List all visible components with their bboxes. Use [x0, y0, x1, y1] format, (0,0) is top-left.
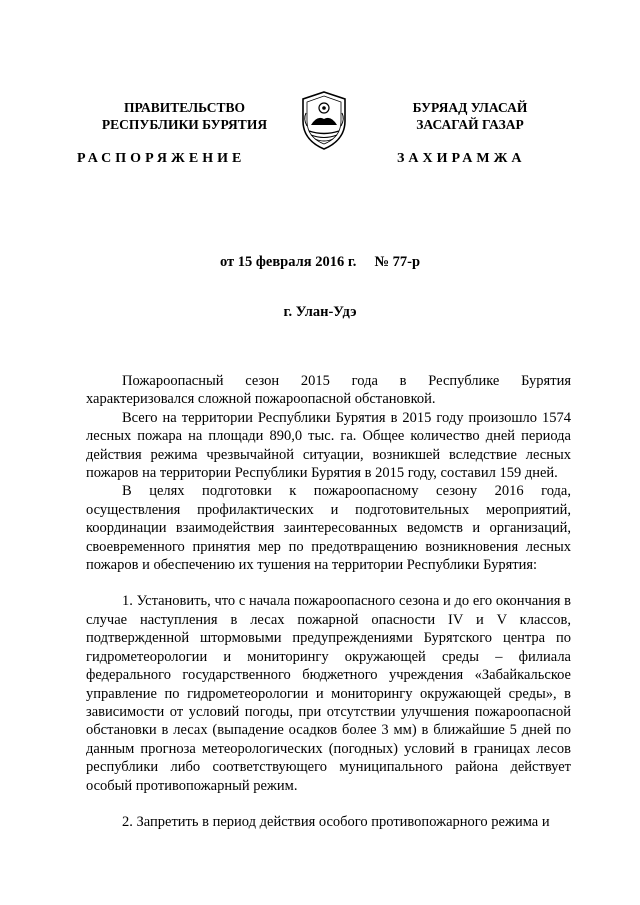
header-left — [62, 99, 307, 133]
city: г. Улан-Удэ — [283, 304, 357, 320]
header-right-line1: БУРЯАД УЛАСАЙ — [412, 100, 528, 115]
buryatia-emblem-icon — [298, 89, 350, 151]
doc-type-right: ЗАХИРАМЖА — [397, 151, 526, 166]
header-left-line2: РЕСПУБЛИКИ БУРЯТИЯ — [101, 117, 268, 132]
paragraph: В целях подготовки к пожароопасному сезону 2016 года, осуществления профилактических и подготовительных мероприятий, координации взаимодействия заинтересованных ведомств и организаций, своевременного принятия мер по предотвращению возникновения лесных пожаров и обеспечению их тушения на территории Республики Бурятия: — [86, 483, 571, 574]
paragraph: 2. Запретить в период действия особого противопожарного режима и — [122, 813, 550, 830]
document-body — [86, 372, 571, 831]
paragraph: Пожароопасный сезон 2015 года в Республике Бурятия характеризовался сложной пожароопасной обстановкой. — [86, 373, 571, 408]
header-left-line1: ПРАВИТЕЛЬСТВО — [123, 100, 245, 115]
doc-type-left: РАСПОРЯЖЕНИЕ — [77, 151, 246, 166]
header-right-line2: ЗАСАГАЙ ГАЗАР — [416, 117, 524, 132]
date-line — [0, 254, 640, 271]
document-number: № 77-р — [374, 254, 421, 270]
header-right — [380, 99, 560, 133]
paragraph: 1. Установить, что с начала пожароопасного сезона и до его окончания в случае наступления в лесах пожарной опасности IV и V классов, подтвержденной штормовыми предупреждениями Бурятского центра по гидрометеорологии и мониторингу окружающей среды – филиала федерального государственного бюджетного учреждения «Забайкальское управление по гидрометеорологии и мониторингу окружающей среды», в зависимости от условий погоды, при отсутствии улучшения пожароопасной обстановки в лесах (выпадение осадков более 3 мм) в ближайшие 5 дней по данным прогноза метеорологических (погодных) условий в границах лесов республики либо соответствующего муниципального района действует особый противопожарный режим. — [86, 593, 571, 794]
paragraph: Всего на территории Республики Бурятия в 2015 году произошло 1574 лесных пожара на площади 890,0 тыс. га. Общее количество дней периода действия режима чрезвычайной ситуации, возникшей вследствие лесных пожаров на территории Республики Бурятия в 2015 году, составил 159 дней. — [86, 409, 571, 482]
document-date: от 15 февраля 2016 г. — [219, 254, 357, 270]
